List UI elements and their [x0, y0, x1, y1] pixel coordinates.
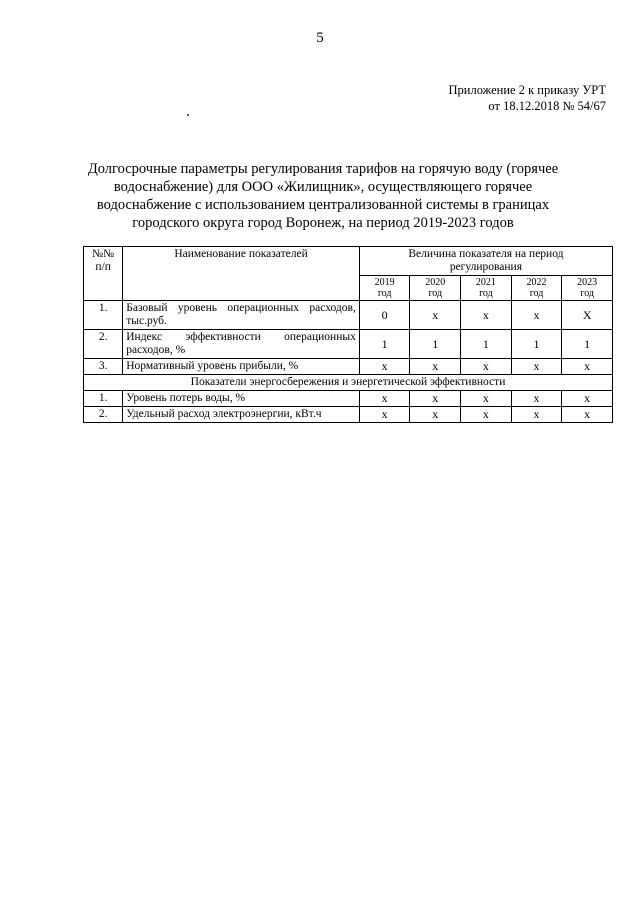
- row-indicator-name: Нормативный уровень прибыли, %: [123, 359, 360, 375]
- year-unit: год: [580, 288, 594, 299]
- year-label: 2020: [425, 277, 446, 288]
- row-indicator-name: Уровень потерь воды, %: [123, 391, 360, 407]
- header-indicator-value: [359, 247, 612, 276]
- appendix-reference: [449, 82, 607, 114]
- title-line-3: водоснабжение с использованием централизованной системы в границах: [96, 197, 550, 213]
- row-value: х: [461, 301, 512, 330]
- year-label: 2019: [374, 277, 395, 288]
- table-row: [84, 330, 613, 359]
- row-value: 1: [410, 330, 461, 359]
- row-value: х: [511, 391, 562, 407]
- row-number: 3.: [84, 359, 123, 375]
- parameters-table: [83, 246, 613, 423]
- header-year-2019: [359, 276, 410, 301]
- row-value: х: [410, 407, 461, 423]
- page-number: 5: [316, 30, 324, 46]
- row-value: 1: [511, 330, 562, 359]
- year-unit: год: [428, 288, 443, 299]
- table-row: [84, 391, 613, 407]
- document-title: [80, 160, 566, 232]
- row-value: х: [410, 301, 461, 330]
- row-value: х: [410, 359, 461, 375]
- table-row: [84, 407, 613, 423]
- title-line-4: городского округа город Воронеж, на период 2019-2023 годов: [132, 215, 514, 231]
- header-year-2023: [562, 276, 613, 301]
- row-indicator-name: Индекс эффективности операционных расходов, %: [123, 330, 360, 359]
- table-row: [84, 301, 613, 330]
- row-value: х: [511, 359, 562, 375]
- row-value: х: [562, 359, 613, 375]
- header-year-2020: [410, 276, 461, 301]
- appendix-line-1: Приложение 2 к приказу УРТ: [448, 83, 606, 97]
- row-number: 2.: [84, 407, 123, 423]
- row-value: х: [359, 407, 410, 423]
- row-number: 1.: [84, 391, 123, 407]
- row-value: х: [511, 301, 562, 330]
- row-value: х: [461, 391, 512, 407]
- row-value: х: [359, 391, 410, 407]
- year-unit: год: [377, 288, 392, 299]
- row-number: 2.: [84, 330, 123, 359]
- header-indicator-name: Наименование показателей: [123, 247, 360, 301]
- row-number: 1.: [84, 301, 123, 330]
- row-value: 1: [562, 330, 613, 359]
- row-value: х: [461, 359, 512, 375]
- row-value: х: [562, 407, 613, 423]
- year-label: 2022: [526, 277, 547, 288]
- title-line-2: водоснабжение) для ООО «Жилищник», осуществляющего горячее: [113, 179, 533, 195]
- header-value-line-1: Величина показателя на период: [408, 248, 564, 260]
- row-value: х: [461, 407, 512, 423]
- year-label: 2021: [475, 277, 496, 288]
- row-indicator-name: Базовый уровень операционных расходов, тыс.руб.: [123, 301, 360, 330]
- header-number-line-1: №№: [92, 248, 115, 260]
- row-value: х: [562, 391, 613, 407]
- table-header-row: [84, 247, 613, 276]
- header-year-2022: [511, 276, 562, 301]
- table-section-row: [84, 375, 613, 391]
- header-value-line-2: регулирования: [449, 261, 523, 273]
- appendix-line-2: от 18.12.2018 № 54/67: [488, 99, 606, 113]
- row-indicator-name: Удельный расход электроэнергии, кВт.ч: [123, 407, 360, 423]
- year-unit: год: [529, 288, 544, 299]
- row-value: х: [359, 359, 410, 375]
- row-value: 1: [461, 330, 512, 359]
- row-value: 0: [359, 301, 410, 330]
- row-value: х: [511, 407, 562, 423]
- section-title: Показатели энергосбережения и энергетической эффективности: [84, 375, 613, 391]
- table-row: [84, 359, 613, 375]
- row-value: 1: [359, 330, 410, 359]
- scan-speck: [187, 114, 189, 116]
- year-unit: год: [479, 288, 493, 299]
- header-number-line-2: п/п: [95, 261, 111, 273]
- title-line-1: Долгосрочные параметры регулирования тарифов на горячую воду (горячее: [87, 161, 559, 177]
- row-value: Х: [562, 301, 613, 330]
- year-label: 2023: [577, 277, 598, 288]
- row-value: х: [410, 391, 461, 407]
- header-year-2021: [461, 276, 512, 301]
- header-number: [84, 247, 123, 301]
